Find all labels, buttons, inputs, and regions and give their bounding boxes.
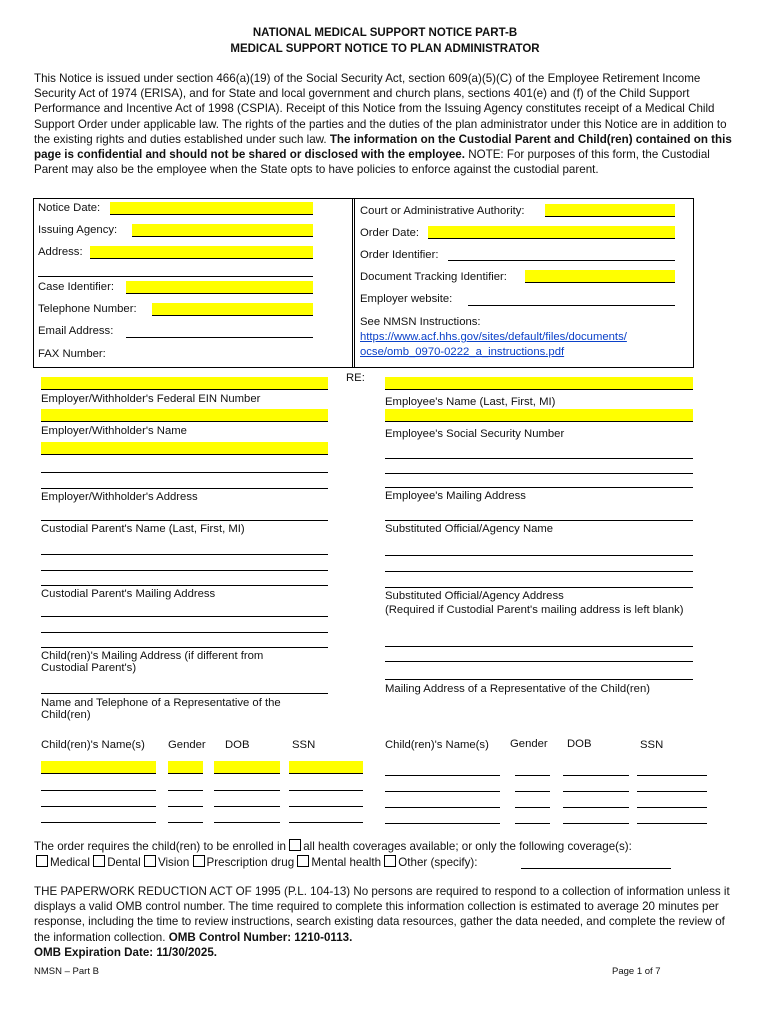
rep-address-line-2[interactable] (385, 661, 693, 662)
employee-address-line-1[interactable] (385, 458, 693, 459)
sub-address-line-2[interactable] (385, 571, 693, 572)
employer-address-line-2[interactable] (41, 472, 328, 473)
child6-gender-line[interactable] (515, 791, 550, 792)
case-identifier-label: Case Identifier: (38, 281, 114, 293)
child1-ssn-field[interactable] (289, 761, 363, 774)
omb-expiration: OMB Expiration Date: 11/30/2025. (34, 945, 217, 959)
email-field[interactable] (126, 325, 313, 338)
child3-dob-line[interactable] (214, 806, 280, 807)
address-field[interactable] (90, 246, 313, 259)
child5-ssn-line[interactable] (637, 775, 707, 776)
child5-dob-line[interactable] (563, 775, 629, 776)
cp-address-line-1[interactable] (41, 554, 328, 555)
cp-name-label: Custodial Parent's Name (Last, First, MI) (41, 523, 245, 535)
employee-address-label: Employee's Mailing Address (385, 490, 526, 502)
intro-text: This Notice is issued under section 466(a)(19) of the Social Security Act, section 609(a)(5)(C) of the Employee Retirement Income Security Act of 1974 (ERISA), and for State and local government and church plans, sections 401(e) and (f) of the Child Support Performance and Incentive Act of 1998 (CSPIA). Receipt of this Notice from the Issuing Agency constitutes receipt of a Medical Child Support Order under applicable law. The rights of the parties and the duties of the plan administrator under this Notice are in addition to the existing rights and duties established under such law. (34, 72, 727, 146)
notice-date-field[interactable] (110, 202, 313, 215)
employee-name-label: Employee's Name (Last, First, MI) (385, 396, 556, 408)
sub-name-label: Substituted Official/Agency Name (385, 523, 554, 535)
vision-label: Vision (157, 856, 190, 869)
child-dob-header-right: DOB (567, 738, 592, 750)
employee-name-field[interactable] (385, 377, 693, 390)
child1-name-field[interactable] (41, 761, 156, 774)
child7-gender-line[interactable] (515, 807, 550, 808)
other-checkbox[interactable] (384, 855, 396, 867)
coverage-line-2 (36, 855, 478, 869)
child-address-label-1: Child(ren)'s Mailing Address (if different from (41, 650, 264, 662)
cp-address-line-2[interactable] (41, 570, 328, 571)
telephone-field[interactable] (152, 303, 313, 316)
see-instructions-label: See NMSN Instructions: (360, 316, 481, 328)
employer-website-field[interactable] (468, 293, 675, 306)
employer-address-line-3[interactable] (41, 488, 328, 489)
medical-label: Medical (50, 856, 90, 869)
telephone-label: Telephone Number: (38, 303, 137, 315)
rep-label-2: Child(ren) (41, 709, 91, 721)
child-ssn-header-right: SSN (640, 739, 664, 751)
cp-address-label: Custodial Parent's Mailing Address (41, 588, 216, 600)
child-address-label-2: Custodial Parent's) (41, 662, 137, 674)
employee-address-line-2[interactable] (385, 473, 693, 474)
sub-address-label-2: (Required if Custodial Parent's mailing address is left blank) (385, 604, 684, 616)
child3-ssn-line[interactable] (289, 806, 363, 807)
child8-name-line[interactable] (385, 823, 500, 824)
sub-address-line-1[interactable] (385, 555, 693, 556)
employee-ssn-field[interactable] (385, 409, 693, 422)
footer-form-name: NMSN – Part B (34, 966, 99, 977)
child8-gender-line[interactable] (515, 823, 550, 824)
intro-paragraph (34, 71, 734, 177)
omb-control-number: OMB Control Number: 1210-0113. (168, 930, 353, 944)
all-coverage-checkbox[interactable] (289, 839, 301, 851)
mental-health-label: Mental health (311, 856, 382, 869)
sub-name-line[interactable] (385, 520, 693, 521)
coverage-line-1 (34, 839, 632, 853)
order-identifier-label: Order Identifier: (360, 249, 439, 261)
child-address-line-2[interactable] (41, 632, 328, 633)
vision-checkbox[interactable] (144, 855, 156, 867)
notice-date-label: Notice Date: (38, 202, 101, 214)
child4-gender-line[interactable] (168, 822, 203, 823)
order-date-field[interactable] (428, 226, 675, 239)
child2-gender-line[interactable] (168, 790, 203, 791)
child4-ssn-line[interactable] (289, 822, 363, 823)
intro-note: NOTE: For purposes of this form, the Custodial Parent may also be the employee when the State opts to have policies to enforce against the custodial parent. (34, 148, 710, 177)
child-ssn-header: SSN (292, 739, 316, 751)
child8-ssn-line[interactable] (637, 823, 707, 824)
rep-label-1: Name and Telephone of a Representative of the (41, 697, 281, 709)
mental-health-checkbox[interactable] (297, 855, 309, 867)
child-address-line-1[interactable] (41, 616, 328, 617)
fax-label: FAX Number: (38, 348, 106, 360)
doc-tracking-label: Document Tracking Identifier: (360, 271, 507, 283)
other-label: Other (specify): (398, 856, 478, 869)
child5-name-line[interactable] (385, 775, 500, 776)
court-label: Court or Administrative Authority: (360, 205, 525, 217)
coverage-text-a: The order requires the child(ren) to be enrolled in (34, 840, 286, 853)
child6-name-line[interactable] (385, 791, 500, 792)
employer-address-field-1[interactable] (41, 442, 328, 455)
child4-dob-line[interactable] (214, 822, 280, 823)
child-dob-header: DOB (225, 739, 250, 751)
footer-page-number: Page 1 of 7 (612, 966, 661, 977)
case-identifier-field[interactable] (126, 281, 313, 294)
other-specify-line[interactable] (521, 868, 671, 869)
child3-gender-line[interactable] (168, 806, 203, 807)
rep-address-line-1[interactable] (385, 646, 693, 647)
child1-dob-field[interactable] (214, 761, 280, 774)
child8-dob-line[interactable] (563, 823, 629, 824)
child6-dob-line[interactable] (563, 791, 629, 792)
child2-name-line[interactable] (41, 790, 156, 791)
rep-address-line-3[interactable] (385, 679, 693, 680)
paperwork-paragraph (34, 884, 734, 960)
child3-name-line[interactable] (41, 806, 156, 807)
employer-name-label: Employer/Withholder's Name (41, 425, 187, 437)
prescription-label: Prescription drug (206, 856, 295, 869)
paperwork-text: THE PAPERWORK REDUCTION ACT OF 1995 (P.L. 104-13) No persons are required to respond to a collection of information unless it displays a valid OMB control number. The time required to complete this information collection is estimated to average 20 minutes per response, including the time to review instructions, search existing data resources, gather the data needed, and complete the review of the information collection. (34, 885, 730, 944)
order-identifier-field[interactable] (448, 248, 675, 261)
child-names-header-right: Child(ren)'s Name(s) (385, 739, 489, 751)
dental-label: Dental (107, 856, 141, 869)
issuing-agency-label: Issuing Agency: (38, 224, 118, 236)
cp-address-line-3[interactable] (41, 585, 328, 586)
child7-dob-line[interactable] (563, 807, 629, 808)
intro-confidential: The information on the Custodial Parent and Child(ren) contained on this page is confidential and should not be shared or disclosed with the employee. (34, 132, 732, 162)
prescription-checkbox[interactable] (193, 855, 205, 867)
employer-address-label: Employer/Withholder's Address (41, 491, 198, 503)
instructions-link-line2[interactable]: ocse/omb_0970-0222_a_instructions.pdf (360, 346, 565, 358)
coverage-text-b: all health coverages available; or only the following coverage(s): (303, 840, 632, 853)
medical-checkbox[interactable] (36, 855, 48, 867)
order-date-label: Order Date: (360, 227, 420, 239)
child-address-line-3[interactable] (41, 647, 328, 648)
child7-name-line[interactable] (385, 807, 500, 808)
court-field[interactable] (545, 204, 675, 217)
employer-name-field[interactable] (41, 409, 328, 422)
employee-ssn-label: Employee's Social Security Number (385, 428, 565, 440)
employer-website-label: Employer website: (360, 293, 453, 305)
dental-checkbox[interactable] (93, 855, 105, 867)
form-title: NATIONAL MEDICAL SUPPORT NOTICE PART-B (252, 27, 518, 39)
rep-line[interactable] (41, 693, 328, 694)
cp-name-line[interactable] (41, 520, 328, 521)
address-label: Address: (38, 246, 83, 258)
child-gender-header: Gender (168, 739, 206, 751)
child7-ssn-line[interactable] (637, 807, 707, 808)
ein-field[interactable] (41, 377, 328, 390)
child5-gender-line[interactable] (515, 775, 550, 776)
issuing-agency-field[interactable] (132, 224, 313, 237)
sub-address-line-3[interactable] (385, 587, 693, 588)
email-label: Email Address: (38, 325, 114, 337)
child1-gender-field[interactable] (168, 761, 203, 774)
child2-dob-line[interactable] (214, 790, 280, 791)
employee-address-line-3[interactable] (385, 487, 693, 488)
child-names-header: Child(ren)'s Name(s) (41, 739, 145, 751)
instructions-link-line1[interactable]: https://www.acf.hhs.gov/sites/default/files/documents/ (360, 331, 627, 343)
child6-ssn-line[interactable] (637, 791, 707, 792)
address-line-2[interactable] (38, 276, 313, 277)
doc-tracking-field[interactable] (525, 270, 675, 283)
sub-address-label-1: Substituted Official/Agency Address (385, 590, 564, 602)
child2-ssn-line[interactable] (289, 790, 363, 791)
ein-label: Employer/Withholder's Federal EIN Number (41, 393, 261, 405)
child-gender-header-right: Gender (510, 738, 548, 750)
form-subtitle: MEDICAL SUPPORT NOTICE TO PLAN ADMINISTRATOR (230, 43, 540, 55)
child4-name-line[interactable] (41, 822, 156, 823)
re-label: RE: (346, 372, 365, 384)
rep-address-label: Mailing Address of a Representative of the Child(ren) (385, 683, 650, 695)
